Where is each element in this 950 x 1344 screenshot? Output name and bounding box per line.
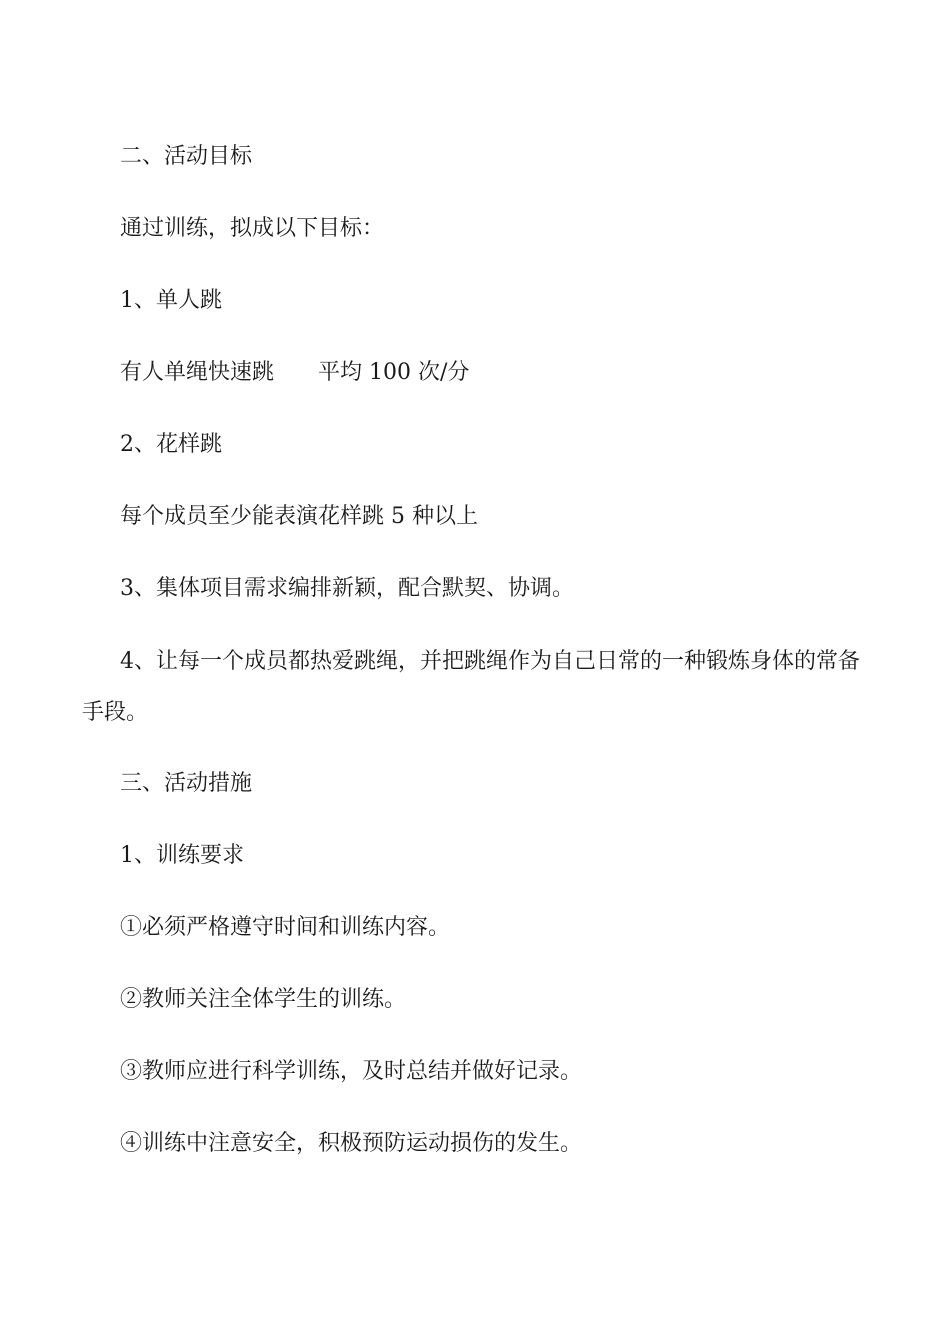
goal1-title: 1、单人跳	[120, 288, 222, 313]
goal4-line1: 4、让每一个成员都热爱跳绳，并把跳绳作为自己日常的一种锻炼身体的常备	[120, 649, 860, 674]
goal2-desc: 每个成员至少能表演花样跳 5 种以上	[120, 504, 478, 529]
heading-measures: 三、活动措施	[120, 771, 253, 796]
measure1-title: 1、训练要求	[120, 843, 244, 868]
goal3: 3、集体项目需求编排新颖，配合默契、协调。	[120, 576, 574, 601]
goal1-desc-b: 平均 100 次/分	[318, 360, 470, 385]
goal2-title: 2、花样跳	[120, 432, 222, 457]
requirement-4: ④训练中注意安全，积极预防运动损伤的发生。	[120, 1131, 583, 1156]
goal4-line2: 手段。	[82, 700, 149, 725]
requirement-3: ③教师应进行科学训练，及时总结并做好记录。	[120, 1059, 583, 1084]
goal1-desc	[120, 359, 469, 387]
requirement-2: ②教师关注全体学生的训练。	[120, 987, 407, 1012]
requirement-1: ①必须严格遵守时间和训练内容。	[120, 915, 451, 940]
heading-goals: 二、活动目标	[120, 144, 253, 169]
goal1-desc-a: 有人单绳快速跳	[120, 360, 275, 385]
goals-intro: 通过训练，拟成以下目标：	[120, 216, 385, 241]
